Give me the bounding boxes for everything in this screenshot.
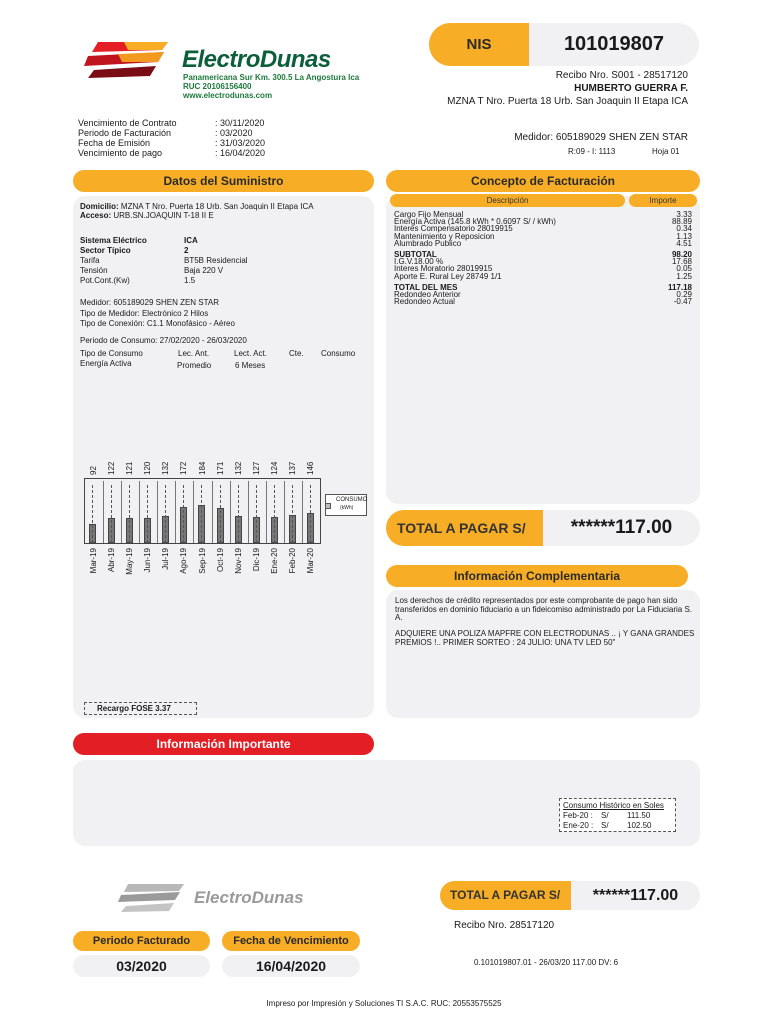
- domicilio: Domicilio: MZNA T Nro. Puerta 18 Urb. San Joaquin II Etapa ICA: [80, 202, 314, 211]
- vencimiento-value: 16/04/2020: [222, 955, 360, 977]
- complementaria-text-1: Los derechos de crédito representados por este comprobante de pago han sido transferidos en dominio fiduciario a un fideicomiso administrado por La Fiduciaria S. A.: [395, 596, 693, 622]
- chart-value-label: 122: [107, 461, 117, 475]
- nis-label: NIS: [429, 23, 529, 66]
- suministro-panel: Domicilio: MZNA T Nro. Puerta 18 Urb. San Joaquin II Etapa ICA Acceso: URB.SN.JOAQUIN T-18 II E Sistema Eléctrico ICA Sector Típico 2 Tarifa BT5B Residencial Tensión Baja 220 V Pot.Cont.(Kw) 1.5 Medidor: 605189029 SHEN ZEN STAR Tipo de Medidor: Electrónico 2 Hilos Tipo de Conexión: C1.1 Monofásico - Aéreo Periodo de Consumo: 27/02/2020 - 26/03/2020 Tipo de Consumo Lec. Ant. Lect. Act. Cte. Consumo Energía Activa Promedio 6 Meses CONSUMO (kWh) 92 Mar-19 122 Abr-19 121 May-19 120 Jun-19 132 Jul-19 172 Ago-19 184 Sep-19 171 Oct-19 132 Nov-19 127 Dic-19 124 Ene-20 137 Feb-20 146 Mar-20 Recargo FOSE 3.37: [73, 196, 374, 718]
- total-value: ******117.00: [570, 517, 673, 538]
- billing-item-amount: 17.68: [671, 257, 692, 267]
- chart-month-label: Jul-19: [161, 548, 171, 570]
- billing-item-desc: SUBTOTAL: [394, 250, 437, 259]
- stub-total-label: TOTAL A PAGAR S/: [440, 881, 571, 910]
- chart-bar: [253, 517, 260, 543]
- tipo-medidor: Tipo de Medidor: Electrónico 2 Hilos: [80, 309, 209, 318]
- chart-month-label: Nov-19: [233, 548, 243, 574]
- periodo-value: 03/2020: [73, 955, 210, 977]
- company-web: www.electrodunas.com: [183, 91, 273, 100]
- chart-value-label: 127: [251, 461, 261, 475]
- chart-value-label: 92: [89, 466, 99, 475]
- chart-slot: [248, 481, 266, 543]
- stub-total-value: ******117.00: [592, 887, 679, 904]
- company-logo: [84, 40, 174, 80]
- field-row: Tensión Baja 220 V: [80, 266, 224, 275]
- company-name: ElectroDunas: [182, 46, 331, 73]
- recibo-number: Recibo Nro. S001 - 28517120: [555, 70, 688, 81]
- consumption-chart: [81, 461, 371, 598]
- total-label: TOTAL A PAGAR S/: [386, 510, 543, 546]
- meter-route: R:09 - I: 1113: [568, 147, 616, 156]
- stub-logo: [118, 882, 188, 914]
- billing-item-amount: 1.25: [676, 271, 692, 281]
- legend-label: CONSUMO: [336, 497, 368, 503]
- chart-slot: [175, 481, 193, 543]
- chart-plot: [84, 478, 321, 544]
- company-ruc: RUC 20106156400: [183, 82, 252, 91]
- chart-month-label: Feb-20: [287, 548, 297, 574]
- chart-slot: [284, 481, 302, 543]
- chart-bar: [180, 507, 187, 543]
- stub-recibo: Recibo Nro. 28517120: [454, 920, 555, 931]
- chart-month-label: Dic-19: [251, 548, 261, 572]
- periodo-consumo: Periodo de Consumo: 27/02/2020 - 26/03/2020: [80, 336, 247, 345]
- billing-item-amount: 88.89: [671, 217, 692, 227]
- chart-value-label: 121: [125, 461, 135, 475]
- contract-dates: [78, 118, 328, 158]
- complementaria-text-2: ADQUIERE UNA POLIZA MAPFRE CON ELECTRODUNAS .. ¡ Y GANA GRANDES PREMIOS !.. PRIMER SORTEO : 24 JULIO: UNA TV LED 50": [395, 629, 695, 647]
- col-importe-header: Importe: [629, 194, 697, 207]
- chart-bar: [89, 524, 96, 543]
- medidor-line: Medidor: 605189029 SHEN ZEN STAR: [80, 298, 220, 307]
- field-row: Tarifa BT5B Residencial: [80, 256, 248, 265]
- chart-bar: [198, 505, 205, 543]
- billing-item-desc: Alumbrado Publico: [394, 238, 462, 248]
- chart-value-label: 184: [197, 461, 207, 475]
- billing-item-amount: 3.33: [676, 210, 692, 219]
- chart-bar: [289, 515, 296, 543]
- date-row: Periodo de Facturación : 03/2020: [78, 128, 253, 138]
- stub-total-box: [440, 881, 700, 910]
- chart-month-label: Sep-19: [197, 548, 207, 574]
- chart-slot: [121, 481, 139, 543]
- nis-box: [429, 23, 699, 66]
- chart-slot: [139, 481, 157, 543]
- tipo-conexion: Tipo de Conexión: C1.1 Monofásico - Aéreo: [80, 319, 235, 328]
- legend-unit: (kWh): [340, 505, 354, 511]
- billing-item-desc: Energía Activa (145.8 kWh * 0.6097 S/ / kWh): [394, 217, 556, 227]
- chart-bar: [235, 516, 242, 543]
- chart-slot: [212, 481, 230, 543]
- chart-legend: [325, 494, 367, 516]
- billing-item-desc: Redondeo Anterior: [394, 290, 461, 299]
- chart-slot: [266, 481, 284, 543]
- billing-item-amount: 0.05: [676, 264, 692, 274]
- chart-value-label: 137: [287, 461, 297, 475]
- chart-month-label: May-19: [125, 548, 135, 575]
- chart-slot: [103, 481, 121, 543]
- billing-item-amount: 4.51: [676, 238, 692, 248]
- client-name: HUMBERTO GUERRA F.: [574, 83, 688, 94]
- chart-value-label: 172: [179, 461, 189, 475]
- chart-month-label: Ene-20: [269, 548, 279, 574]
- billing-item-desc: Interes Moratorio 28019915: [394, 264, 493, 274]
- vencimiento-label: Fecha de Vencimiento: [222, 931, 360, 951]
- field-row: Pot.Cont.(Kw) 1.5: [80, 276, 196, 285]
- billing-item-desc: Mantenimiento y Reposicion: [394, 231, 495, 241]
- chart-bar: [217, 508, 224, 543]
- chart-bar: [307, 513, 314, 543]
- historico-title: Consumo Histórico en Soles: [563, 801, 664, 810]
- total-box: [386, 510, 700, 546]
- chart-bar: [126, 518, 133, 543]
- facturacion-title: Concepto de Facturación: [386, 170, 700, 192]
- billing-item-desc: I.G.V.18.00 %: [394, 257, 444, 267]
- chart-bar: [271, 517, 278, 543]
- chart-month-label: Jun-19: [143, 548, 153, 573]
- recargo-box: Recargo FOSE 3.37: [84, 702, 197, 715]
- date-row: Vencimiento de pago : 16/04/2020: [78, 148, 266, 158]
- nis-value: 101019807: [563, 33, 665, 55]
- chart-value-label: 132: [161, 461, 171, 475]
- footer-printer: Impreso por Impresión y Soluciones TI S.A.C. RUC: 20553575525: [266, 999, 502, 1008]
- billing-item-desc: TOTAL DEL MES: [394, 282, 458, 292]
- billing-item-desc: Cargo Fijo Mensual: [394, 210, 464, 219]
- client-address: MZNA T Nro. Puerta 18 Urb. San Joaquin II Etapa ICA: [447, 96, 688, 107]
- barcode-text: 0.101019807.01 - 26/03/20 117.00 DV: 6: [474, 958, 619, 967]
- supply-fields: [80, 237, 280, 287]
- billing-item-amount: -0.47: [673, 297, 692, 307]
- stub-brand: ElectroDunas: [194, 888, 304, 907]
- billing-item-amount: 117.18: [667, 282, 692, 292]
- col-desc-header: Descripción: [390, 194, 625, 207]
- billing-item-desc: Redondeo Actual: [394, 297, 455, 307]
- chart-value-label: 120: [143, 461, 153, 475]
- chart-month-label: Abr-19: [107, 548, 117, 573]
- chart-month-label: Mar-20: [305, 548, 315, 574]
- importante-title: Información Importante: [73, 733, 374, 755]
- chart-slot: [302, 481, 320, 543]
- field-row: Sistema Eléctrico ICA: [80, 236, 198, 245]
- legend-swatch: [325, 503, 331, 509]
- chart-bar: [144, 518, 151, 543]
- chart-bar: [108, 518, 115, 543]
- chart-value-label: 132: [233, 461, 243, 475]
- complementaria-title: Información Complementaria: [386, 565, 688, 587]
- billing-item-amount: 1.13: [676, 231, 692, 241]
- chart-slot: [157, 481, 175, 543]
- page-sheet: Hoja 01: [652, 147, 680, 156]
- chart-value-label: 146: [305, 461, 315, 475]
- chart-value-label: 171: [215, 461, 225, 475]
- chart-bar: [162, 516, 169, 543]
- chart-slot: [230, 481, 248, 543]
- company-address: Panamericana Sur Km. 300.5 La Angostura Ica: [183, 73, 360, 82]
- facturacion-panel: [386, 196, 700, 504]
- date-row: Fecha de Emisión : 31/03/2020: [78, 138, 266, 148]
- billing-item-desc: Aporte E. Rural Ley 28749 1/1: [394, 271, 502, 281]
- complementaria-panel: [386, 590, 700, 718]
- acceso: Acceso: URB.SN.JOAQUIN T-18 II E: [80, 211, 214, 220]
- historico-box: Consumo Histórico en Soles Feb-20 : S/ 111.50 Ene-20 : S/ 102.50: [559, 798, 676, 832]
- meter-header: Medidor: 605189029 SHEN ZEN STAR: [514, 132, 688, 143]
- billing-item-desc: Interes Compensatorio 28019915: [394, 224, 513, 234]
- suministro-title: Datos del Suministro: [73, 170, 374, 192]
- chart-month-label: Oct-19: [215, 548, 225, 573]
- billing-item-amount: 0.29: [676, 290, 692, 299]
- date-row: Vencimiento de Contrato : 30/11/2020: [78, 118, 265, 128]
- importante-panel: [73, 760, 700, 846]
- periodo-label: Periodo Facturado: [73, 931, 210, 951]
- billing-item-amount: 0.34: [676, 224, 692, 234]
- field-row: Sector Típico 2: [80, 246, 189, 255]
- chart-month-label: Ago-19: [179, 548, 189, 574]
- billing-item-amount: 98.20: [671, 250, 692, 259]
- chart-value-label: 124: [269, 461, 279, 475]
- chart-slot: [193, 481, 211, 543]
- chart-slot: [85, 481, 103, 543]
- chart-month-label: Mar-19: [89, 548, 99, 574]
